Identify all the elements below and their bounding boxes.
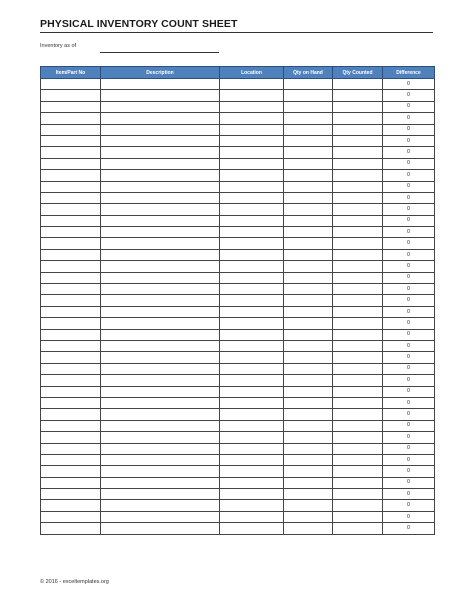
qty-on-hand-cell[interactable]: [284, 454, 333, 465]
qty-counted-cell[interactable]: [333, 261, 383, 272]
difference-cell: 0: [383, 101, 435, 112]
qty-on-hand-cell[interactable]: [284, 135, 333, 146]
table-row: [41, 192, 435, 203]
table-row: [41, 295, 435, 306]
qty-on-hand-cell[interactable]: [284, 215, 333, 226]
table-row: [41, 523, 435, 534]
difference-cell: 0: [383, 90, 435, 101]
qty-counted-cell[interactable]: [333, 329, 383, 340]
difference-cell: 0: [383, 363, 435, 374]
description-cell[interactable]: [101, 295, 220, 306]
qty-on-hand-cell[interactable]: [284, 204, 333, 215]
description-cell[interactable]: [101, 352, 220, 363]
qty-on-hand-cell[interactable]: [284, 113, 333, 124]
table-header-row: [41, 67, 435, 79]
qty-counted-cell[interactable]: [333, 181, 383, 192]
table-row: [41, 409, 435, 420]
difference-cell: 0: [383, 340, 435, 351]
qty-on-hand-cell[interactable]: [284, 523, 333, 534]
table-row: [41, 352, 435, 363]
description-cell[interactable]: [101, 113, 220, 124]
description-cell[interactable]: [101, 272, 220, 283]
qty-counted-cell[interactable]: [333, 284, 383, 295]
location-cell[interactable]: [220, 170, 284, 181]
item-part-no-cell[interactable]: [41, 397, 101, 408]
qty-counted-cell[interactable]: [333, 306, 383, 317]
description-cell[interactable]: [101, 397, 220, 408]
table-row: [41, 489, 435, 500]
location-cell[interactable]: [220, 295, 284, 306]
table-row: [41, 477, 435, 488]
location-cell[interactable]: [220, 454, 284, 465]
item-part-no-cell[interactable]: [41, 511, 101, 522]
qty-counted-cell[interactable]: [333, 295, 383, 306]
table-row: [41, 329, 435, 340]
description-cell[interactable]: [101, 158, 220, 169]
qty-counted-cell[interactable]: [333, 466, 383, 477]
table-row: [41, 340, 435, 351]
location-cell[interactable]: [220, 284, 284, 295]
difference-cell: 0: [383, 329, 435, 340]
qty-counted-cell[interactable]: [333, 227, 383, 238]
item-part-no-cell[interactable]: [41, 318, 101, 329]
item-part-no-cell[interactable]: [41, 489, 101, 500]
location-cell[interactable]: [220, 261, 284, 272]
qty-on-hand-cell[interactable]: [284, 511, 333, 522]
description-cell[interactable]: [101, 477, 220, 488]
item-part-no-cell[interactable]: [41, 147, 101, 158]
column-header-qty-counted: Qty Counted: [333, 67, 383, 79]
qty-counted-cell[interactable]: [333, 500, 383, 511]
qty-on-hand-cell[interactable]: [284, 477, 333, 488]
difference-cell: 0: [383, 306, 435, 317]
description-cell[interactable]: [101, 261, 220, 272]
description-cell[interactable]: [101, 386, 220, 397]
qty-on-hand-cell[interactable]: [284, 363, 333, 374]
description-cell[interactable]: [101, 466, 220, 477]
description-cell[interactable]: [101, 340, 220, 351]
description-cell[interactable]: [101, 318, 220, 329]
difference-cell: 0: [383, 79, 435, 90]
difference-cell: 0: [383, 409, 435, 420]
table-row: [41, 511, 435, 522]
location-cell[interactable]: [220, 158, 284, 169]
difference-cell: 0: [383, 375, 435, 386]
qty-on-hand-cell[interactable]: [284, 432, 333, 443]
qty-on-hand-cell[interactable]: [284, 306, 333, 317]
table-row: [41, 227, 435, 238]
qty-counted-cell[interactable]: [333, 489, 383, 500]
description-cell[interactable]: [101, 227, 220, 238]
difference-cell: 0: [383, 443, 435, 454]
description-cell[interactable]: [101, 215, 220, 226]
description-cell[interactable]: [101, 432, 220, 443]
table-row: [41, 215, 435, 226]
difference-cell: 0: [383, 170, 435, 181]
qty-on-hand-cell[interactable]: [284, 375, 333, 386]
location-cell[interactable]: [220, 227, 284, 238]
table-row: [41, 318, 435, 329]
table-row: [41, 147, 435, 158]
page-title: PHYSICAL INVENTORY COUNT SHEET: [40, 18, 238, 30]
qty-counted-cell[interactable]: [333, 386, 383, 397]
item-part-no-cell[interactable]: [41, 284, 101, 295]
qty-counted-cell[interactable]: [333, 79, 383, 90]
table-row: [41, 306, 435, 317]
table-row: [41, 124, 435, 135]
table-row: [41, 454, 435, 465]
description-cell[interactable]: [101, 409, 220, 420]
difference-cell: 0: [383, 318, 435, 329]
item-part-no-cell[interactable]: [41, 295, 101, 306]
table-row: [41, 420, 435, 431]
description-cell[interactable]: [101, 238, 220, 249]
qty-counted-cell[interactable]: [333, 124, 383, 135]
location-cell[interactable]: [220, 397, 284, 408]
qty-counted-cell[interactable]: [333, 443, 383, 454]
qty-on-hand-cell[interactable]: [284, 500, 333, 511]
qty-on-hand-cell[interactable]: [284, 170, 333, 181]
qty-counted-cell[interactable]: [333, 101, 383, 112]
inventory-date-label: Inventory as of: [40, 43, 77, 49]
item-part-no-cell[interactable]: [41, 124, 101, 135]
table-row: [41, 284, 435, 295]
table-row: [41, 500, 435, 511]
qty-on-hand-cell[interactable]: [284, 466, 333, 477]
location-cell[interactable]: [220, 375, 284, 386]
qty-counted-cell[interactable]: [333, 170, 383, 181]
item-part-no-cell[interactable]: [41, 443, 101, 454]
footer-copyright: © 2016 - exceltemplates.org: [40, 579, 109, 585]
item-part-no-cell[interactable]: [41, 306, 101, 317]
qty-on-hand-cell[interactable]: [284, 409, 333, 420]
description-cell[interactable]: [101, 135, 220, 146]
qty-counted-cell[interactable]: [333, 318, 383, 329]
qty-counted-cell[interactable]: [333, 454, 383, 465]
qty-on-hand-cell[interactable]: [284, 329, 333, 340]
qty-counted-cell[interactable]: [333, 397, 383, 408]
table-row: [41, 113, 435, 124]
qty-counted-cell[interactable]: [333, 409, 383, 420]
location-cell[interactable]: [220, 363, 284, 374]
qty-on-hand-cell[interactable]: [284, 397, 333, 408]
item-part-no-cell[interactable]: [41, 238, 101, 249]
qty-on-hand-cell[interactable]: [284, 124, 333, 135]
item-part-no-cell[interactable]: [41, 363, 101, 374]
qty-on-hand-cell[interactable]: [284, 295, 333, 306]
difference-cell: 0: [383, 158, 435, 169]
qty-on-hand-cell[interactable]: [284, 249, 333, 260]
item-part-no-cell[interactable]: [41, 409, 101, 420]
location-cell[interactable]: [220, 124, 284, 135]
difference-cell: 0: [383, 397, 435, 408]
item-part-no-cell[interactable]: [41, 90, 101, 101]
location-cell[interactable]: [220, 329, 284, 340]
difference-cell: 0: [383, 192, 435, 203]
description-cell[interactable]: [101, 192, 220, 203]
location-cell[interactable]: [220, 443, 284, 454]
qty-on-hand-cell[interactable]: [284, 79, 333, 90]
difference-cell: 0: [383, 477, 435, 488]
table-row: [41, 375, 435, 386]
description-cell[interactable]: [101, 204, 220, 215]
location-cell[interactable]: [220, 79, 284, 90]
qty-on-hand-cell[interactable]: [284, 340, 333, 351]
item-part-no-cell[interactable]: [41, 204, 101, 215]
item-part-no-cell[interactable]: [41, 192, 101, 203]
inventory-date-field[interactable]: [100, 52, 219, 53]
location-cell[interactable]: [220, 147, 284, 158]
description-cell[interactable]: [101, 489, 220, 500]
location-cell[interactable]: [220, 352, 284, 363]
description-cell[interactable]: [101, 90, 220, 101]
qty-on-hand-cell[interactable]: [284, 192, 333, 203]
description-cell[interactable]: [101, 306, 220, 317]
item-part-no-cell[interactable]: [41, 113, 101, 124]
qty-on-hand-cell[interactable]: [284, 386, 333, 397]
table-row: [41, 79, 435, 90]
table-row: [41, 397, 435, 408]
item-part-no-cell[interactable]: [41, 329, 101, 340]
item-part-no-cell[interactable]: [41, 272, 101, 283]
qty-on-hand-cell[interactable]: [284, 90, 333, 101]
difference-cell: 0: [383, 147, 435, 158]
location-cell[interactable]: [220, 318, 284, 329]
item-part-no-cell[interactable]: [41, 170, 101, 181]
item-part-no-cell[interactable]: [41, 249, 101, 260]
location-cell[interactable]: [220, 500, 284, 511]
qty-counted-cell[interactable]: [333, 340, 383, 351]
description-cell[interactable]: [101, 511, 220, 522]
qty-counted-cell[interactable]: [333, 420, 383, 431]
difference-cell: 0: [383, 238, 435, 249]
item-part-no-cell[interactable]: [41, 227, 101, 238]
location-cell[interactable]: [220, 272, 284, 283]
inventory-table: [40, 66, 435, 535]
table-body: [41, 79, 435, 535]
qty-counted-cell[interactable]: [333, 432, 383, 443]
description-cell[interactable]: [101, 363, 220, 374]
location-cell[interactable]: [220, 477, 284, 488]
item-part-no-cell[interactable]: [41, 466, 101, 477]
difference-cell: 0: [383, 489, 435, 500]
qty-counted-cell[interactable]: [333, 158, 383, 169]
qty-on-hand-cell[interactable]: [284, 443, 333, 454]
qty-on-hand-cell[interactable]: [284, 227, 333, 238]
location-cell[interactable]: [220, 113, 284, 124]
difference-cell: 0: [383, 511, 435, 522]
description-cell[interactable]: [101, 375, 220, 386]
table-row: [41, 101, 435, 112]
qty-counted-cell[interactable]: [333, 135, 383, 146]
difference-cell: 0: [383, 272, 435, 283]
qty-on-hand-cell[interactable]: [284, 181, 333, 192]
location-cell[interactable]: [220, 511, 284, 522]
qty-counted-cell[interactable]: [333, 215, 383, 226]
item-part-no-cell[interactable]: [41, 375, 101, 386]
qty-counted-cell[interactable]: [333, 113, 383, 124]
difference-cell: 0: [383, 500, 435, 511]
description-cell[interactable]: [101, 181, 220, 192]
location-cell[interactable]: [220, 420, 284, 431]
description-cell[interactable]: [101, 420, 220, 431]
table-row: [41, 249, 435, 260]
difference-cell: 0: [383, 204, 435, 215]
location-cell[interactable]: [220, 466, 284, 477]
column-header-qty-on-hand: Qty on Hand: [284, 67, 333, 79]
qty-on-hand-cell[interactable]: [284, 352, 333, 363]
item-part-no-cell[interactable]: [41, 454, 101, 465]
table-row: [41, 238, 435, 249]
qty-on-hand-cell[interactable]: [284, 284, 333, 295]
item-part-no-cell[interactable]: [41, 215, 101, 226]
table-row: [41, 443, 435, 454]
difference-cell: 0: [383, 454, 435, 465]
description-cell[interactable]: [101, 101, 220, 112]
table-row: [41, 158, 435, 169]
location-cell[interactable]: [220, 101, 284, 112]
difference-cell: 0: [383, 432, 435, 443]
description-cell[interactable]: [101, 284, 220, 295]
item-part-no-cell[interactable]: [41, 135, 101, 146]
table-row: [41, 90, 435, 101]
location-cell[interactable]: [220, 386, 284, 397]
description-cell[interactable]: [101, 79, 220, 90]
location-cell[interactable]: [220, 238, 284, 249]
item-part-no-cell[interactable]: [41, 340, 101, 351]
location-cell[interactable]: [220, 215, 284, 226]
difference-cell: 0: [383, 261, 435, 272]
difference-cell: 0: [383, 124, 435, 135]
location-cell[interactable]: [220, 489, 284, 500]
difference-cell: 0: [383, 352, 435, 363]
table-row: [41, 363, 435, 374]
column-header-item-part-no: Item/Part No: [41, 67, 101, 79]
qty-on-hand-cell[interactable]: [284, 261, 333, 272]
qty-on-hand-cell[interactable]: [284, 238, 333, 249]
item-part-no-cell[interactable]: [41, 181, 101, 192]
column-header-location: Location: [220, 67, 284, 79]
location-cell[interactable]: [220, 523, 284, 534]
item-part-no-cell[interactable]: [41, 432, 101, 443]
qty-counted-cell[interactable]: [333, 204, 383, 215]
item-part-no-cell[interactable]: [41, 352, 101, 363]
table-row: [41, 261, 435, 272]
difference-cell: 0: [383, 215, 435, 226]
difference-cell: 0: [383, 386, 435, 397]
qty-counted-cell[interactable]: [333, 375, 383, 386]
difference-cell: 0: [383, 227, 435, 238]
description-cell[interactable]: [101, 500, 220, 511]
location-cell[interactable]: [220, 306, 284, 317]
item-part-no-cell[interactable]: [41, 101, 101, 112]
difference-cell: 0: [383, 113, 435, 124]
item-part-no-cell[interactable]: [41, 420, 101, 431]
difference-cell: 0: [383, 249, 435, 260]
qty-counted-cell[interactable]: [333, 272, 383, 283]
difference-cell: 0: [383, 295, 435, 306]
qty-on-hand-cell[interactable]: [284, 147, 333, 158]
location-cell[interactable]: [220, 340, 284, 351]
column-header-description: Description: [101, 67, 220, 79]
item-part-no-cell[interactable]: [41, 477, 101, 488]
qty-counted-cell[interactable]: [333, 249, 383, 260]
description-cell[interactable]: [101, 454, 220, 465]
location-cell[interactable]: [220, 181, 284, 192]
qty-counted-cell[interactable]: [333, 192, 383, 203]
qty-counted-cell[interactable]: [333, 90, 383, 101]
qty-counted-cell[interactable]: [333, 363, 383, 374]
qty-counted-cell[interactable]: [333, 511, 383, 522]
difference-cell: 0: [383, 523, 435, 534]
location-cell[interactable]: [220, 249, 284, 260]
description-cell[interactable]: [101, 170, 220, 181]
title-underline: [40, 32, 433, 33]
qty-counted-cell[interactable]: [333, 238, 383, 249]
table-row: [41, 432, 435, 443]
item-part-no-cell[interactable]: [41, 158, 101, 169]
item-part-no-cell[interactable]: [41, 523, 101, 534]
table-row: [41, 204, 435, 215]
qty-on-hand-cell[interactable]: [284, 420, 333, 431]
table-row: [41, 135, 435, 146]
description-cell[interactable]: [101, 147, 220, 158]
qty-on-hand-cell[interactable]: [284, 101, 333, 112]
location-cell[interactable]: [220, 432, 284, 443]
table-row: [41, 272, 435, 283]
description-cell[interactable]: [101, 443, 220, 454]
qty-counted-cell[interactable]: [333, 523, 383, 534]
item-part-no-cell[interactable]: [41, 386, 101, 397]
table-row: [41, 170, 435, 181]
description-cell[interactable]: [101, 329, 220, 340]
difference-cell: 0: [383, 135, 435, 146]
description-cell[interactable]: [101, 249, 220, 260]
qty-counted-cell[interactable]: [333, 477, 383, 488]
location-cell[interactable]: [220, 90, 284, 101]
table-row: [41, 466, 435, 477]
item-part-no-cell[interactable]: [41, 500, 101, 511]
qty-on-hand-cell[interactable]: [284, 158, 333, 169]
item-part-no-cell[interactable]: [41, 261, 101, 272]
description-cell[interactable]: [101, 124, 220, 135]
location-cell[interactable]: [220, 135, 284, 146]
difference-cell: 0: [383, 181, 435, 192]
difference-cell: 0: [383, 284, 435, 295]
difference-cell: 0: [383, 466, 435, 477]
location-cell[interactable]: [220, 204, 284, 215]
location-cell[interactable]: [220, 409, 284, 420]
column-header-difference: Difference: [383, 67, 435, 79]
qty-on-hand-cell[interactable]: [284, 272, 333, 283]
table-row: [41, 386, 435, 397]
location-cell[interactable]: [220, 192, 284, 203]
table-row: [41, 181, 435, 192]
item-part-no-cell[interactable]: [41, 79, 101, 90]
qty-counted-cell[interactable]: [333, 147, 383, 158]
difference-cell: 0: [383, 420, 435, 431]
qty-counted-cell[interactable]: [333, 352, 383, 363]
qty-on-hand-cell[interactable]: [284, 489, 333, 500]
description-cell[interactable]: [101, 523, 220, 534]
qty-on-hand-cell[interactable]: [284, 318, 333, 329]
